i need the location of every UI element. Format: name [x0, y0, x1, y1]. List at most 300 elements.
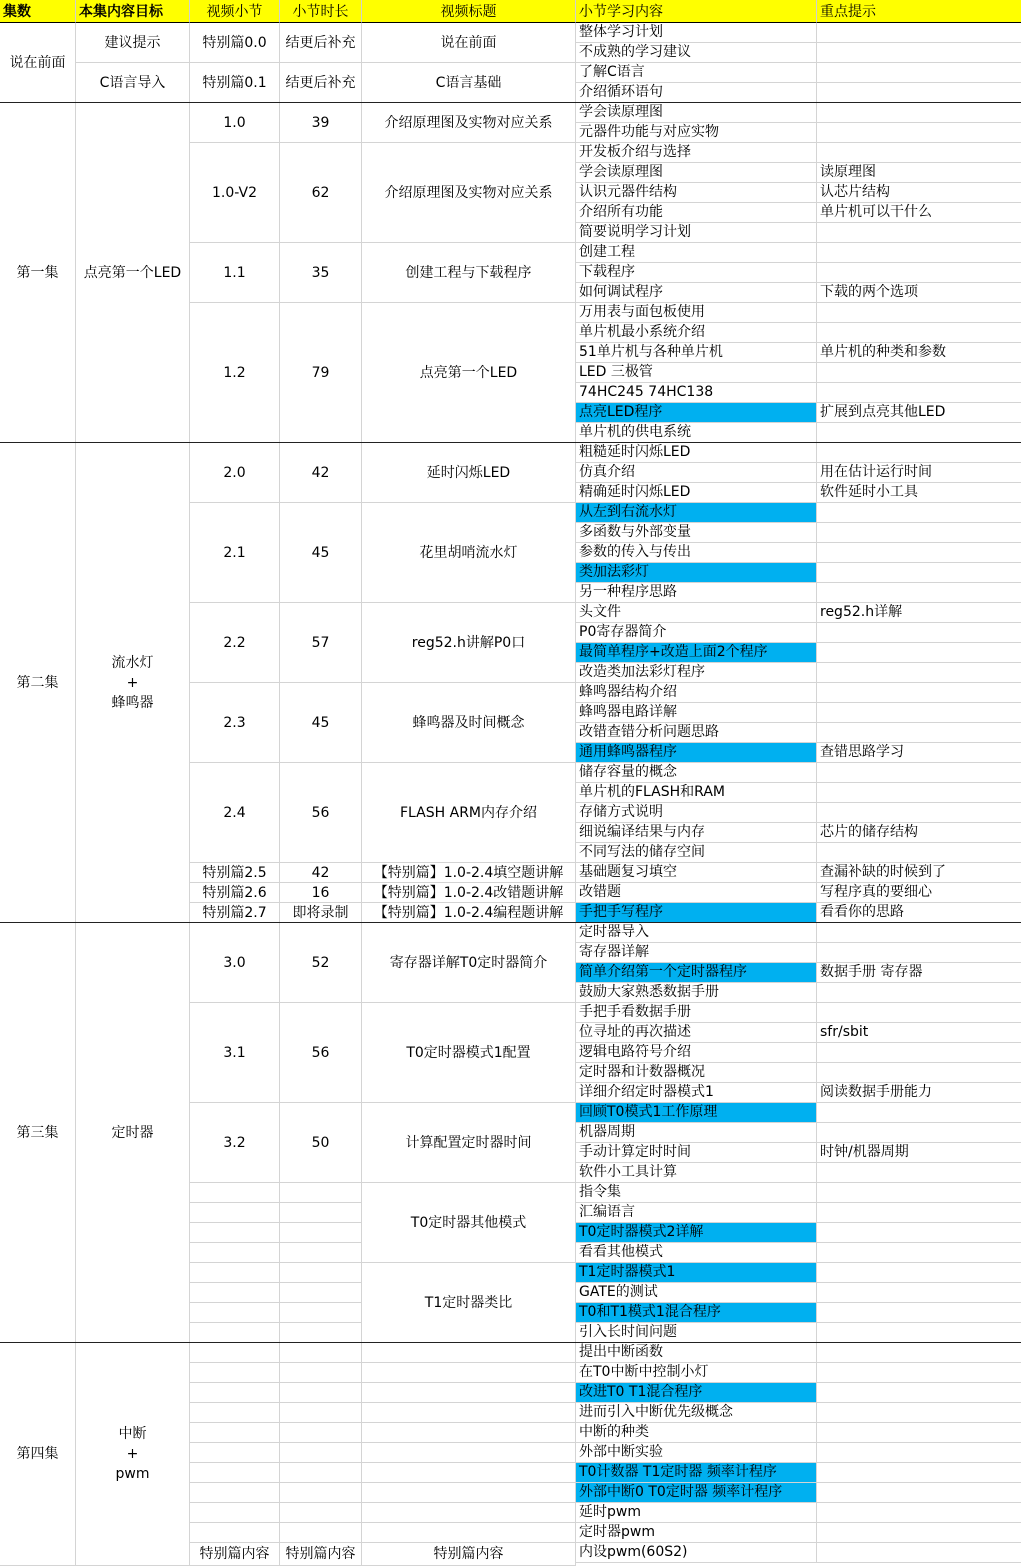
learning-content-cell[interactable]: 存储方式说明: [576, 803, 817, 823]
key-point-cell[interactable]: [817, 1243, 1021, 1263]
learning-content-cell-highlighted[interactable]: 简单介绍第一个定时器程序: [576, 963, 817, 983]
key-point-cell[interactable]: [817, 623, 1021, 643]
key-point-cell[interactable]: [817, 1503, 1021, 1523]
key-point-cell[interactable]: [817, 1163, 1021, 1183]
section-num-cell[interactable]: 2.4: [190, 763, 280, 863]
learning-content-cell[interactable]: 蜂鸣器结构介绍: [576, 683, 817, 703]
section-title-cell[interactable]: 介绍原理图及实物对应关系: [362, 143, 576, 243]
header-duration[interactable]: 小节时长: [280, 0, 362, 23]
key-point-cell[interactable]: [817, 1223, 1021, 1243]
episode-cell[interactable]: 说在前面: [0, 23, 76, 103]
episode-goal-cell[interactable]: 点亮第一个LED: [76, 103, 190, 443]
table-row: [576, 983, 1021, 1003]
learning-content-cell-highlighted[interactable]: 回顾T0模式1工作原理: [576, 1103, 817, 1123]
section-num-cell[interactable]: [190, 1323, 280, 1343]
section-duration-cell[interactable]: 57: [280, 603, 362, 683]
table-row: [576, 23, 1021, 43]
learning-content-cell[interactable]: 引入长时间问题: [576, 1323, 817, 1343]
learning-content-cell[interactable]: 万用表与面包板使用: [576, 303, 817, 323]
section-duration-cell[interactable]: [280, 1503, 362, 1523]
learning-content-cell-highlighted[interactable]: 外部中断0 T0定时器 频率计程序: [576, 1483, 817, 1503]
section-num-cell[interactable]: 特别篇2.5: [190, 863, 280, 883]
section-num-cell[interactable]: [190, 1383, 280, 1403]
episode-goal-cell[interactable]: 定时器: [76, 923, 190, 1343]
key-point-cell[interactable]: [817, 383, 1021, 403]
section-num-cell[interactable]: [190, 1463, 280, 1483]
key-point-cell[interactable]: [817, 243, 1021, 263]
episode-cell[interactable]: 第二集: [0, 443, 76, 923]
key-point-cell[interactable]: [817, 983, 1021, 1003]
table-row: [576, 1123, 1021, 1143]
learning-content-cell-highlighted[interactable]: 手把手写程序: [576, 903, 817, 923]
key-point-cell[interactable]: [817, 103, 1021, 123]
key-point-cell[interactable]: [817, 1183, 1021, 1203]
learning-content-cell[interactable]: 机器周期: [576, 1123, 817, 1143]
section-num-cell[interactable]: 1.1: [190, 243, 280, 303]
section-duration-cell[interactable]: 特别篇内容: [280, 1543, 362, 1566]
section-duration-cell[interactable]: [280, 1483, 362, 1503]
learning-content-cell-highlighted[interactable]: 通用蜂鸣器程序: [576, 743, 817, 763]
section-duration-cell[interactable]: [280, 1303, 362, 1323]
key-point-cell[interactable]: [817, 1063, 1021, 1083]
learning-content-cell[interactable]: 介绍所有功能: [576, 203, 817, 223]
section-title-cell[interactable]: 计算配置定时器时间: [362, 1103, 576, 1183]
key-point-cell[interactable]: 芯片的储存结构: [817, 823, 1021, 843]
table-row: [576, 723, 1021, 743]
learning-content-cell-highlighted[interactable]: T1定时器模式1: [576, 1263, 817, 1283]
table-row: [576, 403, 1021, 423]
key-point-cell[interactable]: [817, 1323, 1021, 1343]
table-row: [576, 463, 1021, 483]
key-point-cell[interactable]: 扩展到点亮其他LED: [817, 403, 1021, 423]
learning-content-cell[interactable]: 不成熟的学习建议: [576, 43, 817, 63]
learning-content-cell[interactable]: 74HC245 74HC138: [576, 383, 817, 403]
section-duration-cell[interactable]: 50: [280, 1103, 362, 1183]
episode-goal-cell[interactable]: [76, 443, 190, 923]
section-title-cell[interactable]: [362, 1463, 576, 1483]
section-title-cell[interactable]: T0定时器模式1配置: [362, 1003, 576, 1103]
section-title-cell[interactable]: [362, 1343, 576, 1363]
table-row: [576, 203, 1021, 223]
section-title-cell[interactable]: [362, 1483, 576, 1503]
section-num-cell[interactable]: 3.1: [190, 1003, 280, 1103]
section-goal-cell[interactable]: 建议提示: [76, 23, 190, 63]
table-row: [576, 683, 1021, 703]
section-duration-cell[interactable]: [280, 1183, 362, 1203]
key-point-cell[interactable]: [817, 1303, 1021, 1323]
section-title-cell[interactable]: FLASH ARM内存介绍: [362, 763, 576, 863]
section-duration-cell[interactable]: 结更后补充: [280, 63, 362, 103]
learning-content-cell-highlighted[interactable]: T0定时器模式2详解: [576, 1223, 817, 1243]
learning-content-cell[interactable]: 蜂鸣器电路详解: [576, 703, 817, 723]
table-row: [576, 1363, 1021, 1383]
key-point-cell[interactable]: [817, 303, 1021, 323]
key-point-cell[interactable]: [817, 543, 1021, 563]
table-row: [576, 1203, 1021, 1223]
section-duration-cell[interactable]: 56: [280, 763, 362, 863]
section-title-cell[interactable]: 延时闪烁LED: [362, 443, 576, 503]
section-duration-cell[interactable]: 52: [280, 923, 362, 1003]
section-num-cell[interactable]: [190, 1503, 280, 1523]
learning-content-cell[interactable]: 细说编译结果与内存: [576, 823, 817, 843]
learning-content-cell[interactable]: 不同写法的储存空间: [576, 843, 817, 863]
section-num-cell[interactable]: [190, 1203, 280, 1223]
section-duration-cell[interactable]: [280, 1403, 362, 1423]
key-point-cell[interactable]: 软件延时小工具: [817, 483, 1021, 503]
episode-cell[interactable]: 第四集: [0, 1343, 76, 1566]
key-point-cell[interactable]: [817, 443, 1021, 463]
section-num-cell[interactable]: 特别篇0.0: [190, 23, 280, 63]
section-duration-cell[interactable]: [280, 1203, 362, 1223]
table-row: [576, 1143, 1021, 1163]
section-num-cell[interactable]: 特别篇内容: [190, 1543, 280, 1566]
section-duration-cell[interactable]: 79: [280, 303, 362, 443]
section-duration-cell[interactable]: 45: [280, 503, 362, 603]
episode-divider: [0, 442, 1021, 443]
section-num-cell[interactable]: 2.3: [190, 683, 280, 763]
learning-content-cell[interactable]: 下载程序: [576, 263, 817, 283]
key-point-cell[interactable]: [817, 1403, 1021, 1423]
key-point-cell[interactable]: [817, 1463, 1021, 1483]
key-point-cell[interactable]: 用在估计运行时间: [817, 463, 1021, 483]
learning-content-cell[interactable]: 单片机最小系统介绍: [576, 323, 817, 343]
section-title-cell[interactable]: 【特别篇】1.0-2.4填空题讲解: [362, 863, 576, 883]
learning-content-cell[interactable]: 介绍循环语句: [576, 83, 817, 103]
key-point-cell[interactable]: [817, 123, 1021, 143]
key-point-cell[interactable]: 单片机可以干什么: [817, 203, 1021, 223]
section-title-cell[interactable]: [362, 1443, 576, 1463]
learning-content-cell[interactable]: 提出中断函数: [576, 1343, 817, 1363]
section-num-cell[interactable]: [190, 1223, 280, 1243]
section-title-cell[interactable]: 说在前面: [362, 23, 576, 63]
key-point-cell[interactable]: 看看你的思路: [817, 903, 1021, 923]
section-duration-cell[interactable]: [280, 1263, 362, 1283]
section-num-cell[interactable]: [190, 1303, 280, 1323]
section-title-cell[interactable]: 点亮第一个LED: [362, 303, 576, 443]
learning-content-cell[interactable]: 改错查错分析问题思路: [576, 723, 817, 743]
section-title-cell[interactable]: 蜂鸣器及时间概念: [362, 683, 576, 763]
key-point-cell[interactable]: [817, 703, 1021, 723]
key-point-cell[interactable]: 写程序真的要细心: [817, 883, 1021, 903]
key-point-cell[interactable]: [817, 63, 1021, 83]
key-point-cell[interactable]: [817, 503, 1021, 523]
learning-content-cell[interactable]: 创建工程: [576, 243, 817, 263]
section-num-cell[interactable]: [190, 1363, 280, 1383]
section-duration-cell[interactable]: 42: [280, 863, 362, 883]
table-row: [576, 1223, 1021, 1243]
section-num-cell[interactable]: [190, 1423, 280, 1443]
section-num-cell[interactable]: 特别篇2.7: [190, 903, 280, 923]
section-title-cell[interactable]: 【特别篇】1.0-2.4改错题讲解: [362, 883, 576, 903]
learning-content-cell[interactable]: 储存容量的概念: [576, 763, 817, 783]
section-duration-cell[interactable]: 42: [280, 443, 362, 503]
key-point-cell[interactable]: [817, 43, 1021, 63]
key-point-cell[interactable]: [817, 1103, 1021, 1123]
learning-content-cell[interactable]: 定时器导入: [576, 923, 817, 943]
learning-content-cell[interactable]: 改造类加法彩灯程序: [576, 663, 817, 683]
learning-content-cell[interactable]: 开发板介绍与选择: [576, 143, 817, 163]
key-point-cell[interactable]: [817, 23, 1021, 43]
learning-content-cell[interactable]: 延时pwm: [576, 1503, 817, 1523]
section-title-cell[interactable]: [362, 1403, 576, 1423]
table-row: [576, 603, 1021, 623]
learning-content-cell[interactable]: 定时器和计数器概况: [576, 1063, 817, 1083]
key-point-cell[interactable]: [817, 1423, 1021, 1443]
section-duration-cell[interactable]: [280, 1283, 362, 1303]
key-point-cell[interactable]: [817, 803, 1021, 823]
section-duration-cell[interactable]: [280, 1323, 362, 1343]
section-num-cell[interactable]: 特别篇0.1: [190, 63, 280, 103]
section-num-cell[interactable]: [190, 1403, 280, 1423]
key-point-cell[interactable]: 数据手册 寄存器: [817, 963, 1021, 983]
key-point-cell[interactable]: [817, 663, 1021, 683]
key-point-cell[interactable]: [817, 723, 1021, 743]
section-goal-cell[interactable]: C语言导入: [76, 63, 190, 103]
learning-content-cell[interactable]: 指令集: [576, 1183, 817, 1203]
learning-content-cell[interactable]: 位寻址的再次描述: [576, 1023, 817, 1043]
key-point-cell[interactable]: [817, 1203, 1021, 1223]
section-title-cell[interactable]: T0定时器其他模式: [362, 1183, 576, 1263]
learning-content-cell-highlighted[interactable]: 从左到右流水灯: [576, 503, 817, 523]
table-row: [576, 1003, 1021, 1023]
key-point-cell[interactable]: 单片机的种类和参数: [817, 343, 1021, 363]
section-duration-cell[interactable]: [280, 1423, 362, 1443]
section-num-cell[interactable]: [190, 1243, 280, 1263]
key-point-cell[interactable]: 认芯片结构: [817, 183, 1021, 203]
key-point-cell[interactable]: 下载的两个选项: [817, 283, 1021, 303]
table-row: [576, 1443, 1021, 1463]
learning-content-cell[interactable]: 粗糙延时闪烁LED: [576, 443, 817, 463]
learning-content-cell[interactable]: P0寄存器简介: [576, 623, 817, 643]
key-point-cell[interactable]: [817, 643, 1021, 663]
section-num-cell[interactable]: 3.0: [190, 923, 280, 1003]
section-num-cell[interactable]: 1.2: [190, 303, 280, 443]
learning-content-cell[interactable]: 元器件功能与对应实物: [576, 123, 817, 143]
section-duration-cell[interactable]: [280, 1223, 362, 1243]
learning-content-cell[interactable]: 认识元器件结构: [576, 183, 817, 203]
section-num-cell[interactable]: 1.0-V2: [190, 143, 280, 243]
key-point-cell[interactable]: 读原理图: [817, 163, 1021, 183]
section-title-cell[interactable]: [362, 1523, 576, 1543]
learning-content-cell-highlighted[interactable]: 点亮LED程序: [576, 403, 817, 423]
episode-cell[interactable]: 第一集: [0, 103, 76, 443]
key-point-cell[interactable]: 时钟/机器周期: [817, 1143, 1021, 1163]
learning-content-cell-highlighted[interactable]: 类加法彩灯: [576, 563, 817, 583]
section-title-cell[interactable]: 创建工程与下载程序: [362, 243, 576, 303]
section-title-cell[interactable]: C语言基础: [362, 63, 576, 103]
key-point-cell[interactable]: [817, 363, 1021, 383]
key-point-cell[interactable]: [817, 523, 1021, 543]
key-point-cell[interactable]: [817, 1263, 1021, 1283]
key-point-cell[interactable]: [817, 783, 1021, 803]
key-point-cell[interactable]: [817, 1443, 1021, 1463]
key-point-cell[interactable]: [817, 143, 1021, 163]
section-num-cell[interactable]: [190, 1183, 280, 1203]
learning-content-cell[interactable]: 鼓励大家熟悉数据手册: [576, 983, 817, 1003]
section-title-cell[interactable]: 介绍原理图及实物对应关系: [362, 103, 576, 143]
learning-content-cell[interactable]: 外部中断实验: [576, 1443, 817, 1463]
section-num-cell[interactable]: 特别篇2.6: [190, 883, 280, 903]
learning-content-cell-highlighted[interactable]: T0和T1模式1混合程序: [576, 1303, 817, 1323]
section-num-cell[interactable]: [190, 1483, 280, 1503]
section-num-cell[interactable]: [190, 1443, 280, 1463]
section-title-cell[interactable]: 【特别篇】1.0-2.4编程题讲解: [362, 903, 576, 923]
header-section[interactable]: 视频小节: [190, 0, 280, 23]
key-point-cell[interactable]: [817, 583, 1021, 603]
episode-divider: [0, 922, 1021, 923]
learning-content-cell[interactable]: 简要说明学习计划: [576, 223, 817, 243]
section-title-cell[interactable]: [362, 1503, 576, 1523]
section-title-cell[interactable]: reg52.h讲解P0口: [362, 603, 576, 683]
header-video-title[interactable]: 视频标题: [362, 0, 576, 23]
section-duration-cell[interactable]: [280, 1463, 362, 1483]
learning-content-cell[interactable]: 进而引入中断优先级概念: [576, 1403, 817, 1423]
key-point-cell[interactable]: [817, 1043, 1021, 1063]
learning-content-cell[interactable]: 改错题: [576, 883, 817, 903]
learning-content-cell[interactable]: 单片机的供电系统: [576, 423, 817, 443]
section-duration-cell[interactable]: [280, 1343, 362, 1363]
table-row: [576, 83, 1021, 103]
section-title-cell[interactable]: 特别篇内容: [362, 1543, 576, 1566]
key-point-cell[interactable]: [817, 83, 1021, 103]
learning-content-cell[interactable]: 逻辑电路符号介绍: [576, 1043, 817, 1063]
learning-content-cell[interactable]: 详细介绍定时器模式1: [576, 1083, 817, 1103]
table-row: [576, 843, 1021, 863]
key-point-cell[interactable]: [817, 843, 1021, 863]
key-point-cell[interactable]: [817, 1343, 1021, 1363]
section-num-cell[interactable]: [190, 1263, 280, 1283]
learning-content-cell[interactable]: 学会读原理图: [576, 103, 817, 123]
episode-cell[interactable]: 第三集: [0, 923, 76, 1343]
learning-content-cell-highlighted[interactable]: T0计数器 T1定时器 频率计程序: [576, 1463, 817, 1483]
key-point-cell[interactable]: [817, 943, 1021, 963]
section-duration-cell[interactable]: [280, 1383, 362, 1403]
learning-content-cell[interactable]: 多函数与外部变量: [576, 523, 817, 543]
key-point-cell[interactable]: [817, 1123, 1021, 1143]
learning-content-cell[interactable]: LED 三极管: [576, 363, 817, 383]
section-duration-cell[interactable]: 56: [280, 1003, 362, 1103]
key-point-cell[interactable]: [817, 263, 1021, 283]
table-row: [576, 803, 1021, 823]
learning-content-cell[interactable]: 定时器pwm: [576, 1523, 817, 1543]
section-num-cell[interactable]: [190, 1283, 280, 1303]
header-episode[interactable]: 集数: [0, 0, 76, 23]
key-point-cell[interactable]: [817, 563, 1021, 583]
learning-content-cell[interactable]: 寄存器详解: [576, 943, 817, 963]
section-duration-cell[interactable]: 35: [280, 243, 362, 303]
section-num-cell[interactable]: 2.1: [190, 503, 280, 603]
section-duration-cell[interactable]: [280, 1243, 362, 1263]
learning-content-cell[interactable]: 整体学习计划: [576, 23, 817, 43]
section-duration-cell[interactable]: 45: [280, 683, 362, 763]
learning-content-cell[interactable]: 51单片机与各种单片机: [576, 343, 817, 363]
key-point-cell[interactable]: [817, 1003, 1021, 1023]
section-duration-cell[interactable]: 即将录制: [280, 903, 362, 923]
key-point-cell[interactable]: [817, 1523, 1021, 1543]
table-row: [576, 643, 1021, 663]
learning-content-cell[interactable]: 学会读原理图: [576, 163, 817, 183]
learning-content-cell[interactable]: 汇编语言: [576, 1203, 817, 1223]
key-point-cell[interactable]: 查错思路学习: [817, 743, 1021, 763]
learning-content-cell[interactable]: 单片机的FLASH和RAM: [576, 783, 817, 803]
section-num-cell[interactable]: 2.0: [190, 443, 280, 503]
key-point-cell[interactable]: 阅读数据手册能力: [817, 1083, 1021, 1103]
section-duration-cell[interactable]: [280, 1363, 362, 1383]
section-title-cell[interactable]: [362, 1423, 576, 1443]
learning-content-cell[interactable]: 如何调试程序: [576, 283, 817, 303]
section-title-cell[interactable]: 寄存器详解T0定时器简介: [362, 923, 576, 1003]
table-row: [576, 263, 1021, 283]
section-duration-cell[interactable]: [280, 1523, 362, 1543]
section-duration-cell[interactable]: [280, 1443, 362, 1463]
cell-line: 中断: [118, 1426, 147, 1442]
section-duration-cell[interactable]: 结更后补充: [280, 23, 362, 63]
learning-content-cell-highlighted[interactable]: 最简单程序+改造上面2个程序: [576, 643, 817, 663]
key-point-cell[interactable]: [817, 1383, 1021, 1403]
key-point-cell[interactable]: reg52.h详解: [817, 603, 1021, 623]
learning-content-cell[interactable]: 中断的种类: [576, 1423, 817, 1443]
header-learning-content[interactable]: 小节学习内容: [576, 0, 817, 23]
learning-content-cell-highlighted[interactable]: 改进T0 T1混合程序: [576, 1383, 817, 1403]
key-point-cell[interactable]: 查漏补缺的时候到了: [817, 863, 1021, 883]
key-point-cell[interactable]: [817, 923, 1021, 943]
section-num-cell[interactable]: 2.2: [190, 603, 280, 683]
section-num-cell[interactable]: 1.0: [190, 103, 280, 143]
key-point-cell[interactable]: [817, 1363, 1021, 1383]
episode-goal-cell[interactable]: [76, 1343, 190, 1566]
key-point-cell[interactable]: [817, 1543, 1021, 1563]
key-point-cell[interactable]: sfr/sbit: [817, 1023, 1021, 1043]
section-num-cell[interactable]: [190, 1343, 280, 1363]
key-point-cell[interactable]: [817, 1283, 1021, 1303]
section-title-cell[interactable]: T1定时器类比: [362, 1263, 576, 1343]
learning-content-cell[interactable]: 手把手看数据手册: [576, 1003, 817, 1023]
section-title-cell[interactable]: [362, 1383, 576, 1403]
header-goal[interactable]: 本集内容目标: [76, 0, 190, 23]
learning-content-cell[interactable]: 精确延时闪烁LED: [576, 483, 817, 503]
learning-content-cell[interactable]: 仿真介绍: [576, 463, 817, 483]
key-point-cell[interactable]: [817, 683, 1021, 703]
learning-content-cell[interactable]: 参数的传入与传出: [576, 543, 817, 563]
section-duration-cell[interactable]: 16: [280, 883, 362, 903]
section-title-cell[interactable]: [362, 1363, 576, 1383]
section-duration-cell[interactable]: 62: [280, 143, 362, 243]
table-row: [576, 1063, 1021, 1083]
section-title-cell[interactable]: 花里胡哨流水灯: [362, 503, 576, 603]
learning-content-cell[interactable]: 另一种程序思路: [576, 583, 817, 603]
learning-content-cell[interactable]: 了解C语言: [576, 63, 817, 83]
learning-content-cell[interactable]: GATE的测试: [576, 1283, 817, 1303]
section-duration-cell[interactable]: 39: [280, 103, 362, 143]
header-key-points[interactable]: 重点提示: [817, 0, 1021, 23]
key-point-cell[interactable]: [817, 423, 1021, 443]
key-point-cell[interactable]: [817, 323, 1021, 343]
learning-content-cell[interactable]: 在T0中断中控制小灯: [576, 1363, 817, 1383]
learning-content-cell[interactable]: 软件小工具计算: [576, 1163, 817, 1183]
learning-content-cell[interactable]: 看看其他模式: [576, 1243, 817, 1263]
section-num-cell[interactable]: [190, 1523, 280, 1543]
learning-content-cell[interactable]: 内设pwm(60S2): [576, 1543, 817, 1563]
learning-content-cell[interactable]: 手动计算定时时间: [576, 1143, 817, 1163]
table-row: [576, 1383, 1021, 1403]
learning-content-cell[interactable]: 头文件: [576, 603, 817, 623]
key-point-cell[interactable]: [817, 1483, 1021, 1503]
learning-content-cell[interactable]: 基础题复习填空: [576, 863, 817, 883]
key-point-cell[interactable]: [817, 223, 1021, 243]
key-point-cell[interactable]: [817, 763, 1021, 783]
table-row: [576, 763, 1021, 783]
section-num-cell[interactable]: 3.2: [190, 1103, 280, 1183]
